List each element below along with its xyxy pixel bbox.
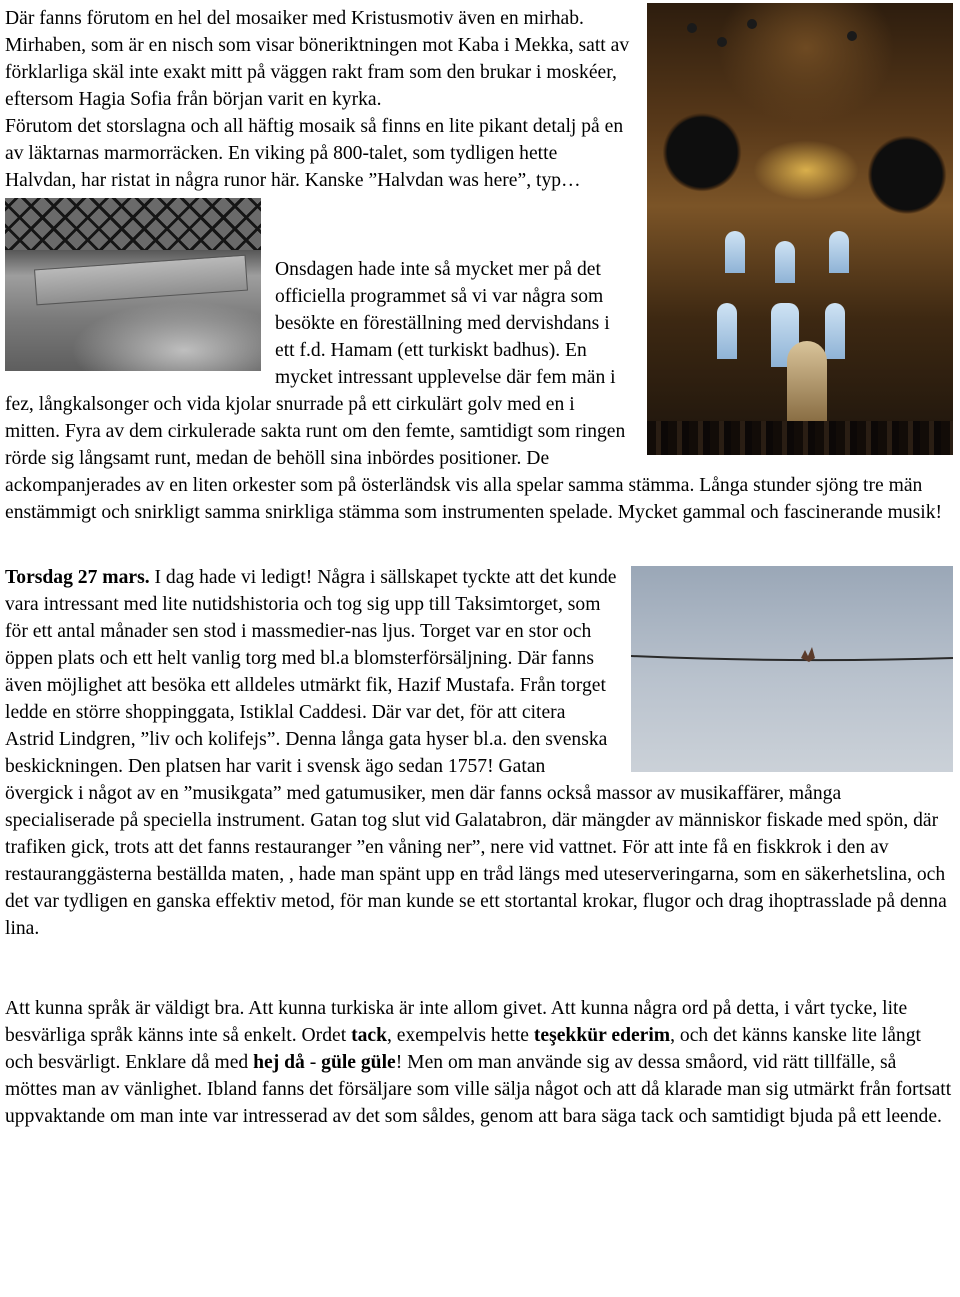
window-2 — [775, 241, 795, 283]
text-run: , och det känns kanske lite långt och besvärligt. Enklare då med — [5, 1025, 921, 1073]
text-run: , exempelvis hette — [386, 1025, 534, 1046]
window-3 — [829, 231, 849, 273]
lamp-3 — [747, 19, 757, 29]
runes-plaque — [34, 255, 248, 306]
marble-railing-runes-photo — [5, 198, 261, 371]
lamp-4 — [847, 31, 857, 41]
window-4 — [717, 303, 737, 359]
fishing-line-photo — [631, 566, 953, 772]
thursday-heading: Torsdag 27 mars. — [5, 567, 150, 588]
thursday-text: I dag hade vi ledigt! Några i sällskapet tyckte att det kunde vara intressant med lite nutidshistoria och tog sig upp till Taksimtorget, som för ett antal månader sen stod i massmedier-nas ljus. Torget var en stor och öppen plats och ett helt vanlig torg med bl.a blomsterförsäljning. Där fanns även möjlighet att besöka ett alldeles utmärkt fik, Hazif Mustafa. Från torget ledde en större shoppinggata, Istiklal Caddesi. Där var det, för att citera Astrid Lindgren, ”liv och kolifejs”. Denna långa gata hyser bl.a. den svenska beskickningen. Den platsen har varit i svensk ägo sedan 1757! Gatan övergick i något av en ”musikgata” med gatumusiker, men där fanns också massor av musikaffärer, många specialiserade på speciella instrument. Gatan tog slut vid Galatabron, där mängder av människor fiskade med spön, där trafiken gick, trots att det fanns restauranger ”en våning ner”, nere vid vattnet. För att inte få en fiskkrok i den av restauranggästerna beställda maten, , hade man spänt upp en tråd längs med uteserveringarna, som en säkerhetslina, och det var tydligen en ganska effektiv metod, för man kunde se ett stortantal krokar, flugor och drag ihoptrasslade på denna lina. — [5, 567, 947, 939]
window-1 — [725, 231, 745, 273]
section-gap-2 — [5, 942, 953, 995]
paragraph-mirhab: Där fanns förutom en hel del mosaiker med Kristusmotiv även en mirhab. Mirhaben, som är en nisch som visar böneriktningen mot Kaba i Mekka, satt av förklarliga skäl inte exakt mitt på väggen rakt fram som den brukar i moskéer, eftersom Hagia Sofia från början varit en kyrka. — [5, 8, 630, 110]
word-gule-gule: güle güle — [321, 1052, 396, 1073]
text-run: - — [304, 1052, 322, 1073]
text-run: ! Men om man använde sig av dessa småord, vid rätt tillfälle, så möttes man av vänlighet. Ibland fanns det försäljare som ville sälja något och att då klarade man sig utmärkt från fortsatt uppvaktande om man inte var intresserad av det som såldes, genom att bara säga tack och samtidigt bjuda på ett leende. — [5, 1052, 952, 1127]
paragraph-dervish: Onsdagen hade inte så mycket mer på det officiella programmet så vi var några som besökte en föreställning med dervishdans i ett f.d. Hamam (ett turkiskt badhus). En mycket intressant upplevelse där fem män i fez, långkalsonger och vida kjolar snurrade på ett cirkulärt golv med en i mitten. Fyra av dem cirkulerade sakta runt om den femte, samtidigt som ringen rörde sig långsamt runt, medan de behöll sina inbördes positioner. De ackompanjerades av en liten orkester som på österländsk vis alla spelar samma stämma. Långa stunder sjöng tre män enstämmigt och snirkligt samma snirkliga stämma som instrumenten spelade. Mycket gammal och fascinerande musik! — [5, 259, 943, 523]
paragraph-language — [5, 995, 953, 1130]
railing-lattice — [5, 198, 261, 250]
lamp-2 — [717, 37, 727, 47]
crowd — [647, 421, 953, 455]
mihrab-niche — [787, 341, 827, 421]
document-page — [5, 5, 953, 1130]
word-tesekkur-ederim: teşekkür ederim — [533, 1025, 671, 1046]
hagia-sofia-interior-photo — [647, 3, 953, 455]
text-run: Att kunna språk är väldigt bra. Att kunna turkiska är inte allom givet. Att kunna några ord på detta, i vårt tycke, lite besvärliga språk känns inte så enkelt. Ordet — [5, 998, 908, 1046]
lamp-1 — [687, 23, 697, 33]
word-hej-da: hej då — [253, 1052, 305, 1073]
section-gap — [5, 526, 953, 564]
window-6 — [825, 303, 845, 359]
word-tack: tack — [351, 1025, 387, 1046]
fishing-line-drawing — [631, 566, 953, 772]
paragraph-halvdan: Förutom det storslagna och all häftig mosaik så finns en lite pikant detalj på en av läktarnas marmorräcken. En viking på 800-talet, som tydligen hette Halvdan, har ristat in några runor här. Kanske ”Halvdan was here”, typ… — [5, 116, 624, 191]
